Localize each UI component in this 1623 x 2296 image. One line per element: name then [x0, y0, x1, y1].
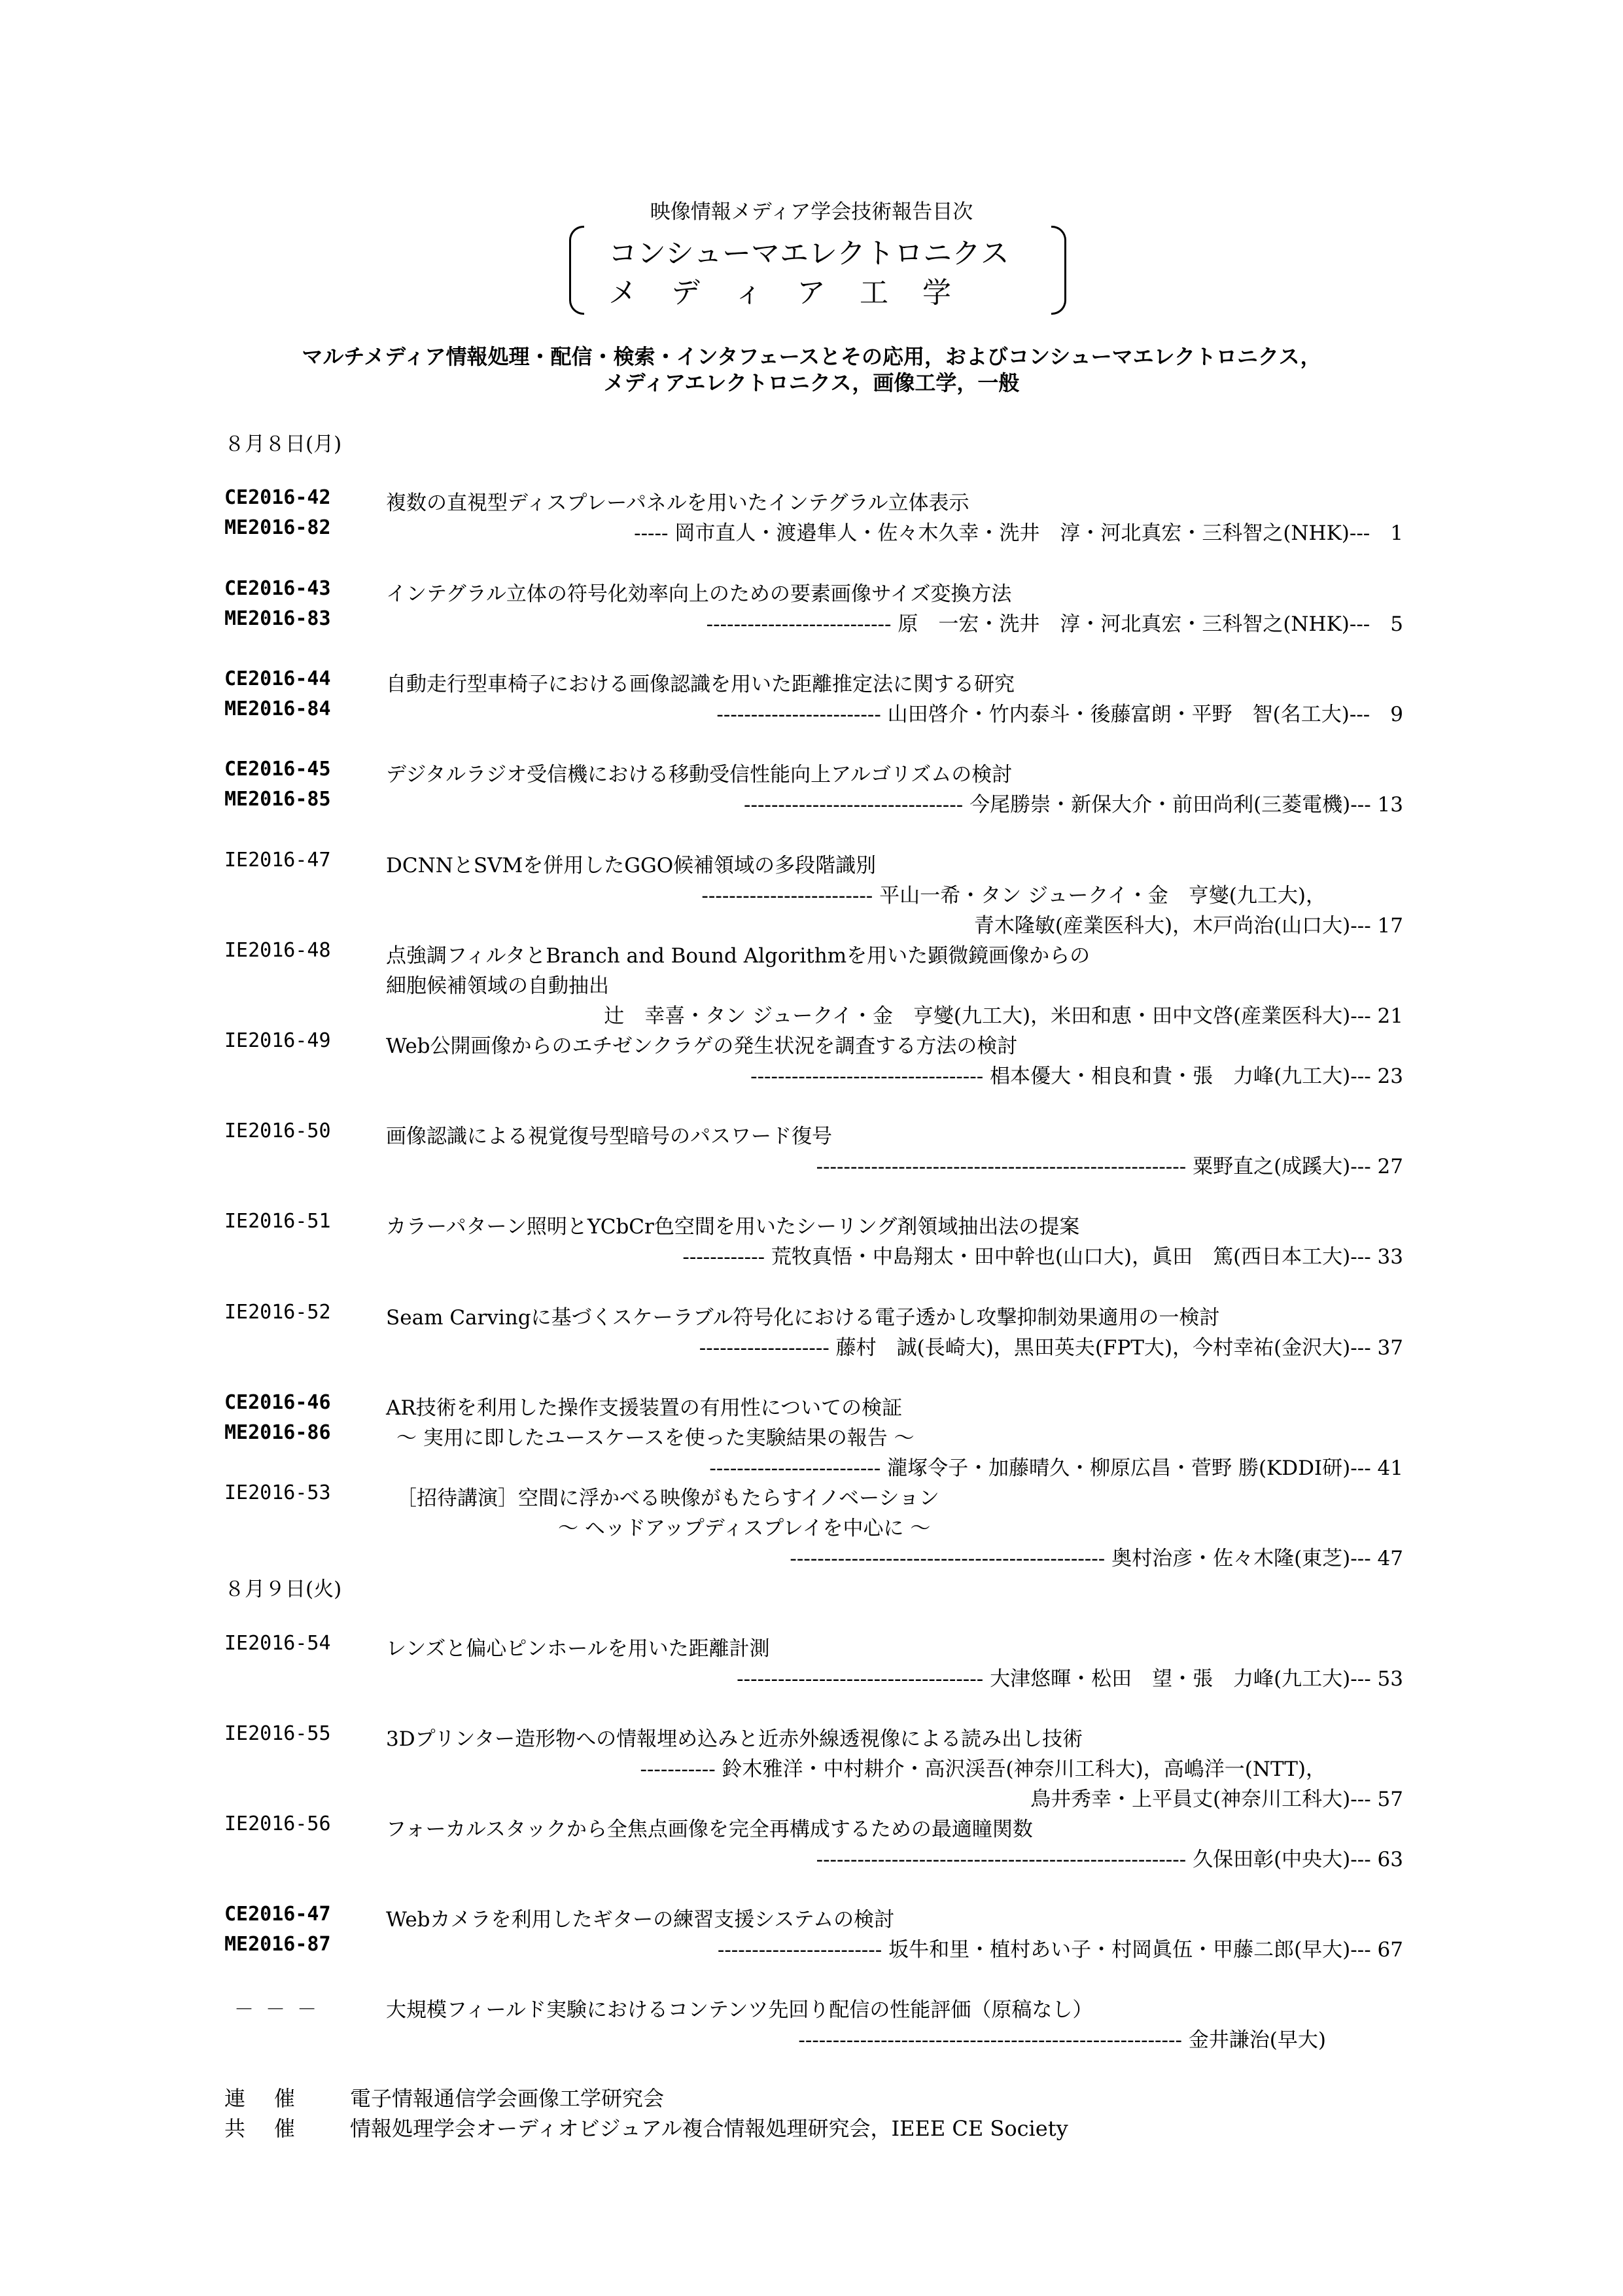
paper-authors: ------------------------------------------------------ 粟野直之(成蹊大)--- 27	[816, 1155, 1403, 1178]
category-char: 工	[860, 276, 888, 309]
subtitle-line-1: マルチメディア情報処理・配信・検索・インタフェースとその応用，およびコンシューマエレクトロニクス，	[302, 344, 1321, 369]
paper-authors: --------------------------- 原 一宏・洗井 淳・河北真宏・三科智之(NHK)--- 5	[706, 612, 1403, 636]
paper-code: CE2016-44	[224, 667, 331, 690]
paper-code: IE2016-55	[224, 1722, 331, 1745]
footer-label-char: 催	[274, 2086, 296, 2111]
category-consumer-electronics: コンシューマエレクトロニクス	[608, 237, 1009, 270]
paper-code: IE2016-51	[224, 1210, 331, 1233]
paper-code-secondary: ME2016-86	[224, 1421, 331, 1444]
paper-title: Webカメラを利用したギターの練習支援システムの検討	[386, 1908, 895, 1932]
paper-code-secondary: ME2016-87	[224, 1933, 331, 1956]
paper-title: 点強調フィルタとBranch and Bound Algorithmを用いた顕微鏡画像からの	[386, 944, 1091, 968]
paper-code: IE2016-47	[224, 849, 331, 872]
paper-code-secondary: ME2016-84	[224, 698, 331, 720]
paper-authors: ---------------------------------------------- 奥村治彦・佐々木隆(東芝)--- 47	[790, 1547, 1403, 1570]
paper-code: CE2016-43	[224, 577, 331, 600]
paper-title-continued: ～ 実用に即したユースケースを使った実験結果の報告 ～	[396, 1426, 915, 1450]
category-media-engineering	[608, 269, 985, 311]
paper-code: IE2016-52	[224, 1301, 331, 1324]
paper-authors-continued: 青木隆敏(産業医科大)，木戸尚治(山口大)--- 17	[973, 914, 1403, 938]
footer-value-cosponsor: 電子情報通信学会画像工学研究会	[350, 2086, 665, 2111]
paper-authors: ---------------------------------- 椙本優大・相良和貴・張 力峰(九工大)--- 23	[750, 1065, 1403, 1088]
paper-title: 複数の直視型ディスプレーパネルを用いたインテグラル立体表示	[386, 491, 969, 515]
paper-code: IE2016-56	[224, 1812, 331, 1835]
paper-title: Web公開画像からのエチゼンクラゲの発生状況を調査する方法の検討	[386, 1034, 1018, 1058]
paper-authors: -------------------------------------------------------- 金井謙治(早大)	[798, 2028, 1326, 2052]
right-bracket	[1051, 226, 1066, 315]
paper-authors: ------------------------- 平山一希・タン ジュークイ・金 亨燮(九工大)，	[701, 884, 1326, 908]
paper-title: AR技術を利用した操作支援装置の有用性についての検証	[386, 1396, 903, 1420]
paper-authors: 辻 幸喜・タン ジュークイ・金 亨燮(九工大)，米田和恵・田中文啓(産業医科大)--- 21	[604, 1004, 1403, 1028]
date-day-1: ８月８日(月)	[224, 433, 342, 456]
footer-value-co-organizer: 情報処理学会オーディオビジュアル複合情報処理研究会，IEEE CE Society	[350, 2116, 1068, 2141]
paper-code-secondary: ME2016-82	[224, 516, 331, 539]
category-bracket-group	[569, 226, 1066, 314]
paper-authors: ----------- 鈴木雅洋・中村耕介・高沢渓吾(神奈川工科大)，高嶋洋一(NTT)，	[640, 1757, 1326, 1781]
category-char: メ	[608, 276, 637, 309]
paper-title: 自動走行型車椅子における画像認識を用いた距離推定法に関する研究	[386, 673, 1015, 696]
paper-title: フォーカルスタックから全焦点画像を完全再構成するための最適瞳関数	[386, 1818, 1033, 1841]
paper-title: 画像認識による視覚復号型暗号のパスワード復号	[386, 1125, 832, 1148]
footer-label-char: 催	[274, 2116, 296, 2141]
paper-code: － － －	[234, 1998, 317, 2021]
footer-label-char: 連	[224, 2086, 246, 2111]
paper-authors-continued: 鳥井秀幸・上平員丈(神奈川工科大)--- 57	[1030, 1788, 1403, 1811]
paper-authors: ------------------------------------ 大津悠暉・松田 望・張 力峰(九工大)--- 53	[737, 1667, 1403, 1691]
paper-code: CE2016-45	[224, 758, 331, 781]
paper-authors: -------------------------------- 今尾勝崇・新保大介・前田尚利(三菱電機)--- 13	[744, 793, 1403, 817]
paper-code: IE2016-54	[224, 1632, 331, 1655]
toc-title: 映像情報メディア学会技術報告目次	[650, 200, 973, 224]
category-char: デ	[671, 276, 700, 309]
paper-title: インテグラル立体の符号化効率向上のための要素画像サイズ変換方法	[386, 582, 1012, 606]
paper-authors: ------------------------------------------------------ 久保田彰(中央大)--- 63	[816, 1848, 1403, 1871]
paper-title: カラーパターン照明とYCbCr色空間を用いたシーリング剤領域抽出法の提案	[386, 1215, 1080, 1239]
paper-code: CE2016-42	[224, 486, 331, 509]
paper-title-continued: 細胞候補領域の自動抽出	[386, 974, 609, 998]
paper-title: デジタルラジオ受信機における移動受信性能向上アルゴリズムの検討	[386, 763, 1013, 786]
paper-title-continued: ～ ヘッドアップディスプレイを中心に ～	[558, 1517, 931, 1540]
paper-title: DCNNとSVMを併用したGGO候補領域の多段階識別	[386, 854, 877, 877]
footer-label-co-organizer	[224, 2112, 324, 2142]
paper-title: 3Dプリンター造形物への情報埋め込みと近赤外線透視像による読み出し技術	[386, 1727, 1083, 1751]
subtitle-line-2: メディアエレクトロニクス，画像工学，一般	[603, 370, 1020, 395]
category-char: 学	[922, 276, 951, 309]
paper-authors: ------------------- 藤村 誠(長崎大)，黒田英夫(FPT大)，今村幸祐(金沢大)--- 37	[699, 1336, 1403, 1360]
paper-code: IE2016-53	[224, 1481, 331, 1504]
paper-code: CE2016-46	[224, 1391, 331, 1414]
paper-title: 大規模フィールド実験におけるコンテンツ先回り配信の性能評価（原稿なし）	[386, 1998, 1093, 2022]
paper-code-secondary: ME2016-85	[224, 788, 331, 811]
paper-title: レンズと偏心ピンホールを用いた距離計測	[386, 1637, 770, 1661]
footer-label-cosponsor	[224, 2082, 324, 2112]
paper-authors: ------------------------ 坂牛和里・植村あい子・村岡眞伍・甲藤二郎(早大)--- 67	[717, 1938, 1403, 1962]
paper-title: Seam Carvingに基づくスケーラブル符号化における電子透かし攻撃抑制効果適用の一検討	[386, 1306, 1220, 1330]
category-char: ア	[797, 276, 826, 309]
paper-code-secondary: ME2016-83	[224, 607, 331, 630]
paper-code: IE2016-48	[224, 939, 331, 962]
paper-authors: ------------------------- 瀧塚令子・加藤晴久・柳原広昌・菅野 勝(KDDI研)--- 41	[709, 1457, 1403, 1480]
left-bracket	[569, 226, 584, 315]
paper-title: ［招待講演］空間に浮かべる映像がもたらすイノベーション	[396, 1487, 939, 1510]
paper-authors: ------------------------ 山田啓介・竹内泰斗・後藤富朗・平野 智(名工大)--- 9	[716, 703, 1403, 726]
paper-authors: ----- 岡市直人・渡邉隼人・佐々木久幸・洗井 淳・河北真宏・三科智之(NHK)--- 1	[634, 521, 1403, 545]
date-day-2: ８月９日(火)	[224, 1578, 342, 1601]
category-char: ィ	[734, 276, 763, 309]
paper-code: IE2016-50	[224, 1120, 331, 1142]
paper-code: IE2016-49	[224, 1029, 331, 1052]
paper-code: CE2016-47	[224, 1903, 331, 1926]
footer-label-char: 共	[224, 2116, 246, 2141]
paper-authors: ------------ 荒牧真悟・中島翔太・田中幹也(山口大)，眞田 篤(西日本工大)--- 33	[682, 1245, 1403, 1269]
